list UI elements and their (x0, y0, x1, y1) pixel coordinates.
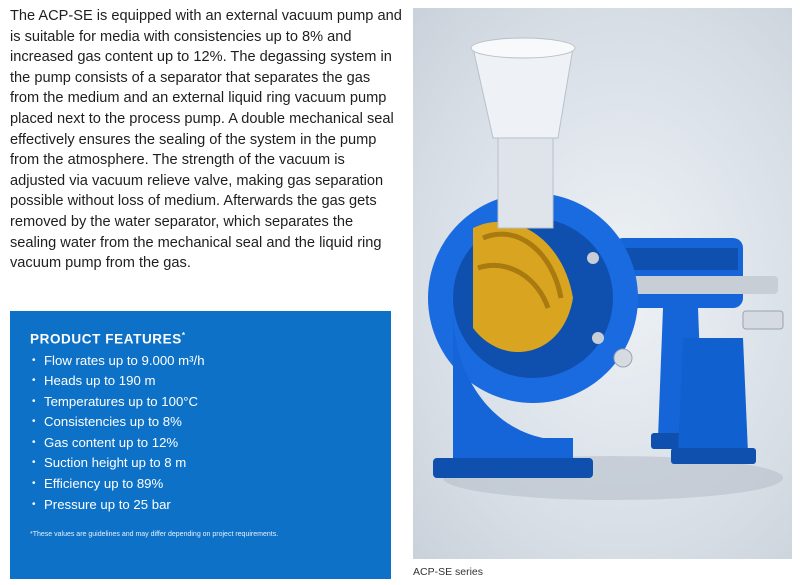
features-footnote: *These values are guidelines and may differ depending on project requirements. (30, 531, 279, 538)
feature-item: • Pressure up to 25 bar (30, 495, 371, 516)
feature-item: • Gas content up to 12% (30, 433, 371, 454)
feature-item: • Heads up to 190 m (30, 371, 371, 392)
feature-item: • Efficiency up to 89% (30, 474, 371, 495)
features-heading: PRODUCT FEATURES* (30, 331, 186, 347)
product-features-box (10, 311, 391, 579)
pump-illustration (413, 8, 792, 559)
photo-caption: ACP-SE series (413, 566, 484, 578)
pump-photo (413, 8, 792, 559)
feature-item: • Suction height up to 8 m (30, 453, 371, 474)
feature-item: • Consistencies up to 8% (30, 412, 371, 433)
product-description: The ACP-SE is equipped with an external vacuum pump and is suitable for media with consistencies up to 8% and increased gas content up to 12%. The degassing system in the pump consists of a separator that separates the gas from the medium and an external liquid ring vacuum pump placed next to the process pump. A double mechanical seal effectively ensures the sealing of the system in the pump from the atmosphere. The strength of the vacuum is adjusted via vacuum relieve valve, making gas separation possible without loss of medium. Afterwards the gas gets removed by the water separator, which separates the sealing water from the mechanical seal and the liquid ring vacuum pump from the gas. (10, 8, 402, 272)
feature-item: • Flow rates up to 9.000 m³/h (30, 351, 371, 372)
features-list (30, 351, 371, 516)
feature-item: • Temperatures up to 100°C (30, 392, 371, 413)
